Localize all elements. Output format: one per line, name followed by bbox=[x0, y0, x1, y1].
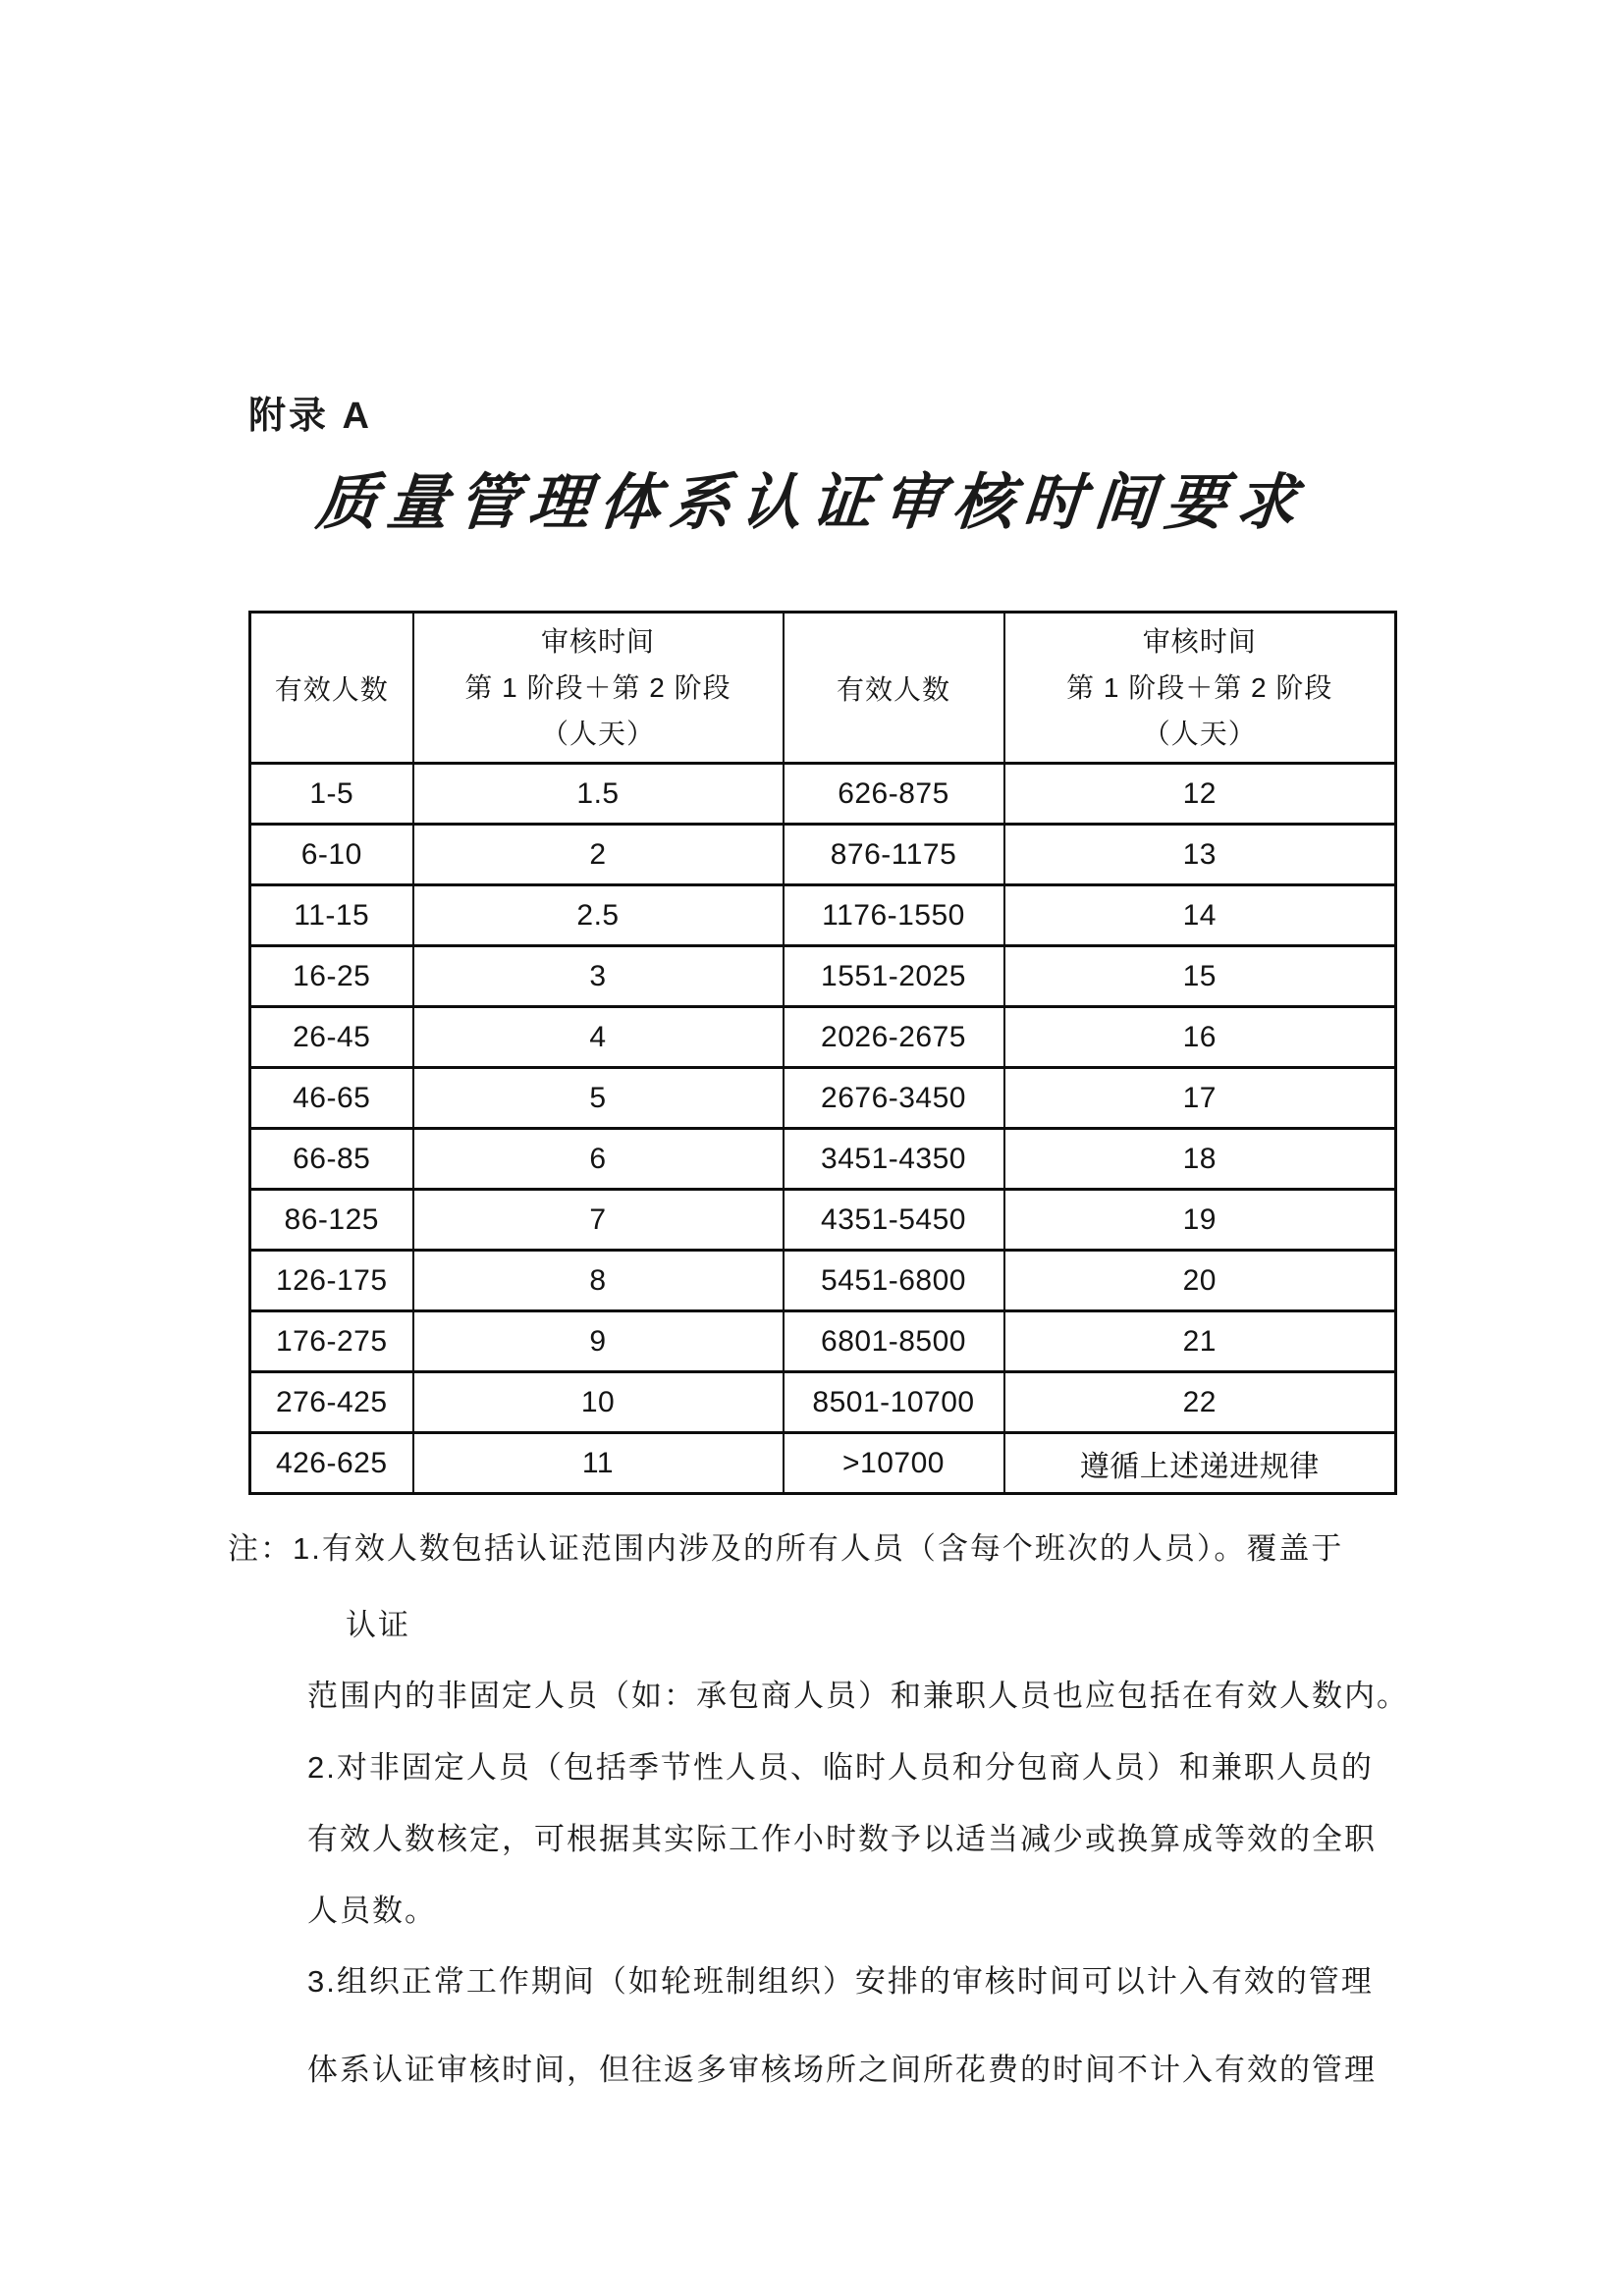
header-line: 审核时间 bbox=[1142, 626, 1257, 657]
table-cell: 5 bbox=[413, 1068, 784, 1129]
table-cell: 11 bbox=[413, 1433, 784, 1494]
audit-time-table bbox=[248, 611, 1397, 1495]
header-line: （人天） bbox=[540, 719, 655, 749]
table-cell: 16-25 bbox=[250, 946, 413, 1007]
table-cell: 20 bbox=[1004, 1251, 1396, 1311]
note-line: 认证 bbox=[346, 1608, 410, 1642]
table-cell: 3451-4350 bbox=[784, 1129, 1004, 1190]
table-row bbox=[250, 1311, 1396, 1372]
note-line: 有效人数核定，可根据其实际工作小时数予以适当减少或换算成等效的全职 bbox=[307, 1822, 1377, 1856]
table-row bbox=[250, 1372, 1396, 1433]
table-row bbox=[250, 825, 1396, 885]
table-cell: 426-625 bbox=[250, 1433, 413, 1494]
table-cell: 22 bbox=[1004, 1372, 1396, 1433]
note-line: 注：1.有效人数包括认证范围内涉及的所有人员（含每个班次的人员）。覆盖于 bbox=[228, 1531, 1344, 1566]
table-cell: 176-275 bbox=[250, 1311, 413, 1372]
table-cell: 16 bbox=[1004, 1007, 1396, 1068]
table-cell: 1.5 bbox=[413, 764, 784, 825]
note-line: 人员数。 bbox=[307, 1894, 437, 1928]
table-body bbox=[250, 764, 1396, 1494]
table-cell: 6-10 bbox=[250, 825, 413, 885]
table-cell: 1176-1550 bbox=[784, 885, 1004, 946]
table-cell: 19 bbox=[1004, 1190, 1396, 1251]
table-cell: 12 bbox=[1004, 764, 1396, 825]
table-cell: 15 bbox=[1004, 946, 1396, 1007]
header-audit-time-left bbox=[413, 613, 784, 764]
table-cell: 276-425 bbox=[250, 1372, 413, 1433]
table-cell: 7 bbox=[413, 1190, 784, 1251]
table-cell: 26-45 bbox=[250, 1007, 413, 1068]
table-cell: 1-5 bbox=[250, 764, 413, 825]
table-cell: 3 bbox=[413, 946, 784, 1007]
table-row bbox=[250, 946, 1396, 1007]
table-cell: 14 bbox=[1004, 885, 1396, 946]
table-cell: 126-175 bbox=[250, 1251, 413, 1311]
header-line: 第 1 阶段＋第 2 阶段 bbox=[464, 672, 731, 703]
table-row bbox=[250, 1433, 1396, 1494]
table-header-row bbox=[250, 613, 1396, 764]
table-header bbox=[250, 613, 1396, 764]
note-line: 范围内的非固定人员（如：承包商人员）和兼职人员也应包括在有效人数内。 bbox=[307, 1679, 1409, 1713]
appendix-label: 附录 A bbox=[248, 396, 373, 437]
table-cell: 4351-5450 bbox=[784, 1190, 1004, 1251]
table-cell: 21 bbox=[1004, 1311, 1396, 1372]
table-cell: 6 bbox=[413, 1129, 784, 1190]
table-row bbox=[250, 764, 1396, 825]
table-cell: 5451-6800 bbox=[784, 1251, 1004, 1311]
table-cell: 8 bbox=[413, 1251, 784, 1311]
table-cell: >10700 bbox=[784, 1433, 1004, 1494]
page-title: 质量管理体系认证审核时间要求 bbox=[313, 469, 1310, 537]
header-label: 有效人数 bbox=[274, 673, 389, 705]
table-cell: 6801-8500 bbox=[784, 1311, 1004, 1372]
table-cell: 2026-2675 bbox=[784, 1007, 1004, 1068]
table-row bbox=[250, 1068, 1396, 1129]
header-line: （人天） bbox=[1142, 719, 1257, 749]
table-cell: 46-65 bbox=[250, 1068, 413, 1129]
table-row bbox=[250, 1007, 1396, 1068]
table-cell: 876-1175 bbox=[784, 825, 1004, 885]
header-effective-people-left bbox=[250, 613, 413, 764]
table-row bbox=[250, 885, 1396, 946]
table-cell: 遵循上述递进规律 bbox=[1004, 1433, 1396, 1494]
table-cell: 1551-2025 bbox=[784, 946, 1004, 1007]
table-cell: 13 bbox=[1004, 825, 1396, 885]
table-cell: 2.5 bbox=[413, 885, 784, 946]
table-row bbox=[250, 1190, 1396, 1251]
table-row bbox=[250, 1129, 1396, 1190]
header-audit-time-right bbox=[1004, 613, 1396, 764]
header-effective-people-right bbox=[784, 613, 1004, 764]
table-cell: 18 bbox=[1004, 1129, 1396, 1190]
note-line: 2.对非固定人员（包括季节性人员、临时人员和分包商人员）和兼职人员的 bbox=[307, 1750, 1374, 1785]
header-line: 第 1 阶段＋第 2 阶段 bbox=[1066, 672, 1333, 703]
table-cell: 11-15 bbox=[250, 885, 413, 946]
note-line: 体系认证审核时间，但往返多审核场所之间所花费的时间不计入有效的管理 bbox=[307, 2053, 1377, 2087]
header-label: 有效人数 bbox=[836, 673, 950, 705]
table-cell: 86-125 bbox=[250, 1190, 413, 1251]
table-cell: 626-875 bbox=[784, 764, 1004, 825]
table-cell: 8501-10700 bbox=[784, 1372, 1004, 1433]
header-line: 审核时间 bbox=[540, 626, 655, 657]
table-cell: 17 bbox=[1004, 1068, 1396, 1129]
table-cell: 66-85 bbox=[250, 1129, 413, 1190]
table-row bbox=[250, 1251, 1396, 1311]
table-cell: 2 bbox=[413, 825, 784, 885]
table-cell: 2676-3450 bbox=[784, 1068, 1004, 1129]
table-cell: 9 bbox=[413, 1311, 784, 1372]
table-cell: 10 bbox=[413, 1372, 784, 1433]
note-line: 3.组织正常工作期间（如轮班制组织）安排的审核时间可以计入有效的管理 bbox=[307, 1964, 1374, 1999]
table-cell: 4 bbox=[413, 1007, 784, 1068]
